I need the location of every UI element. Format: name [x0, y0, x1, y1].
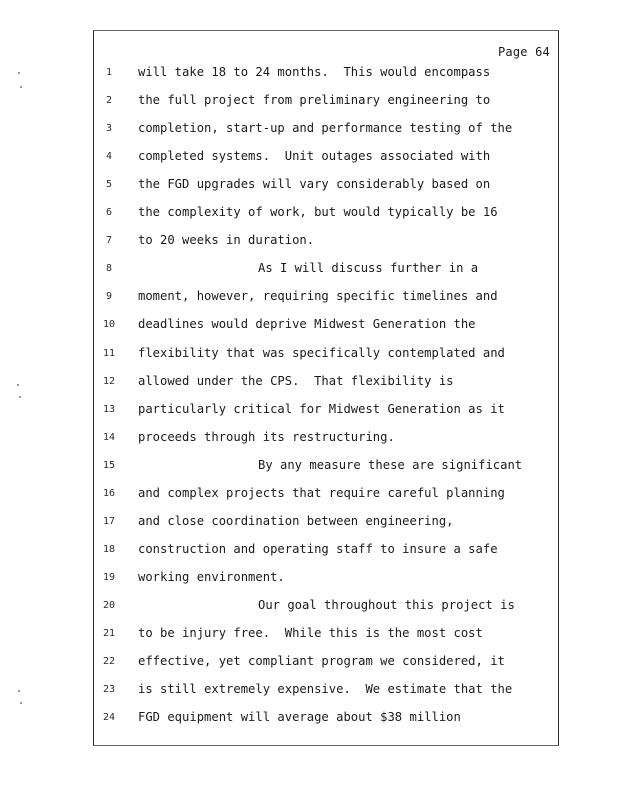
- scan-artifact: [20, 86, 22, 88]
- line-text: effective, yet compliant program we considered, it: [138, 654, 505, 669]
- transcript-line: [0, 681, 618, 701]
- scan-artifact: [18, 690, 20, 692]
- line-number: 14: [102, 431, 116, 443]
- transcript-line: [0, 625, 618, 645]
- line-number: 23: [102, 684, 116, 696]
- line-number: 6: [105, 207, 113, 219]
- page-number-header: Page 64: [498, 45, 550, 59]
- transcript-line: [0, 204, 618, 224]
- line-text: allowed under the CPS. That flexibility is: [138, 373, 454, 388]
- transcript-line: [0, 120, 618, 140]
- transcript-line: [0, 316, 618, 336]
- line-number: 11: [102, 347, 116, 359]
- transcript-line: [0, 260, 618, 280]
- transcript-line: [0, 569, 618, 589]
- line-number: 2: [105, 95, 113, 107]
- line-number: 12: [102, 375, 116, 387]
- line-number: 13: [102, 403, 116, 415]
- transcript-line: [0, 92, 618, 112]
- scan-artifact: [17, 384, 19, 386]
- line-text: working environment.: [138, 569, 285, 584]
- line-text: proceeds through its restructuring.: [138, 429, 395, 444]
- line-text: and complex projects that require careful planning: [138, 485, 505, 500]
- line-text: moment, however, requiring specific timelines and: [138, 289, 498, 304]
- line-number: 9: [105, 291, 113, 303]
- transcript-line: [0, 288, 618, 308]
- transcript-line: [0, 148, 618, 168]
- line-text: FGD equipment will average about $38 million: [138, 710, 461, 725]
- line-text: By any measure these are significant: [258, 457, 523, 472]
- line-number: 22: [102, 656, 116, 668]
- line-text: the FGD upgrades will vary considerably based on: [138, 177, 491, 192]
- line-number: 19: [102, 571, 116, 583]
- transcript-line: [0, 64, 618, 84]
- line-number: 15: [102, 459, 116, 471]
- line-number: 8: [105, 263, 113, 275]
- scan-artifact: [19, 396, 21, 398]
- line-text: completed systems. Unit outages associated with: [138, 149, 491, 164]
- line-number: 24: [102, 712, 116, 724]
- line-number: 16: [102, 487, 116, 499]
- line-number: 18: [102, 543, 116, 555]
- line-text: construction and operating staff to insure a safe: [138, 541, 498, 556]
- line-number: 1: [105, 67, 113, 78]
- transcript-line: [0, 541, 618, 561]
- transcript-line: [0, 345, 618, 365]
- line-text: and close coordination between engineering,: [138, 513, 454, 528]
- line-text: completion, start-up and performance testing of the: [138, 121, 513, 136]
- line-text: particularly critical for Midwest Generation as it: [138, 401, 505, 416]
- transcript-line: [0, 485, 618, 505]
- line-number: 4: [105, 151, 113, 163]
- line-number: 17: [102, 515, 116, 527]
- transcript-line: [0, 232, 618, 252]
- line-text: is still extremely expensive. We estimate that the: [138, 682, 513, 697]
- transcript-line: [0, 513, 618, 533]
- transcript-line: [0, 401, 618, 421]
- line-number: 7: [105, 235, 113, 247]
- transcript-line: [0, 176, 618, 196]
- line-number: 21: [102, 628, 116, 639]
- line-number: 20: [102, 599, 116, 611]
- line-text: Our goal throughout this project is: [258, 597, 515, 612]
- transcript-line: [0, 653, 618, 673]
- line-text: flexibility that was specifically contemplated and: [138, 345, 505, 360]
- line-text: deadlines would deprive Midwest Generation the: [138, 317, 476, 332]
- line-text: to be injury free. While this is the most cost: [138, 626, 483, 640]
- transcript-line: [0, 429, 618, 449]
- line-text: the full project from preliminary engineering to: [138, 93, 491, 108]
- scan-artifact: [18, 72, 20, 74]
- transcript-line: [0, 709, 618, 729]
- transcript-line: [0, 597, 618, 617]
- line-text: will take 18 to 24 months. This would encompass: [138, 65, 491, 79]
- line-text: As I will discuss further in a: [258, 261, 479, 276]
- line-number: 5: [105, 179, 113, 191]
- transcript-line: [0, 373, 618, 393]
- transcript-line: [0, 457, 618, 477]
- line-text: to 20 weeks in duration.: [138, 233, 315, 248]
- line-text: the complexity of work, but would typically be 16: [138, 205, 498, 220]
- line-number: 10: [102, 319, 116, 331]
- scan-artifact: [20, 702, 22, 704]
- line-number: 3: [105, 123, 113, 135]
